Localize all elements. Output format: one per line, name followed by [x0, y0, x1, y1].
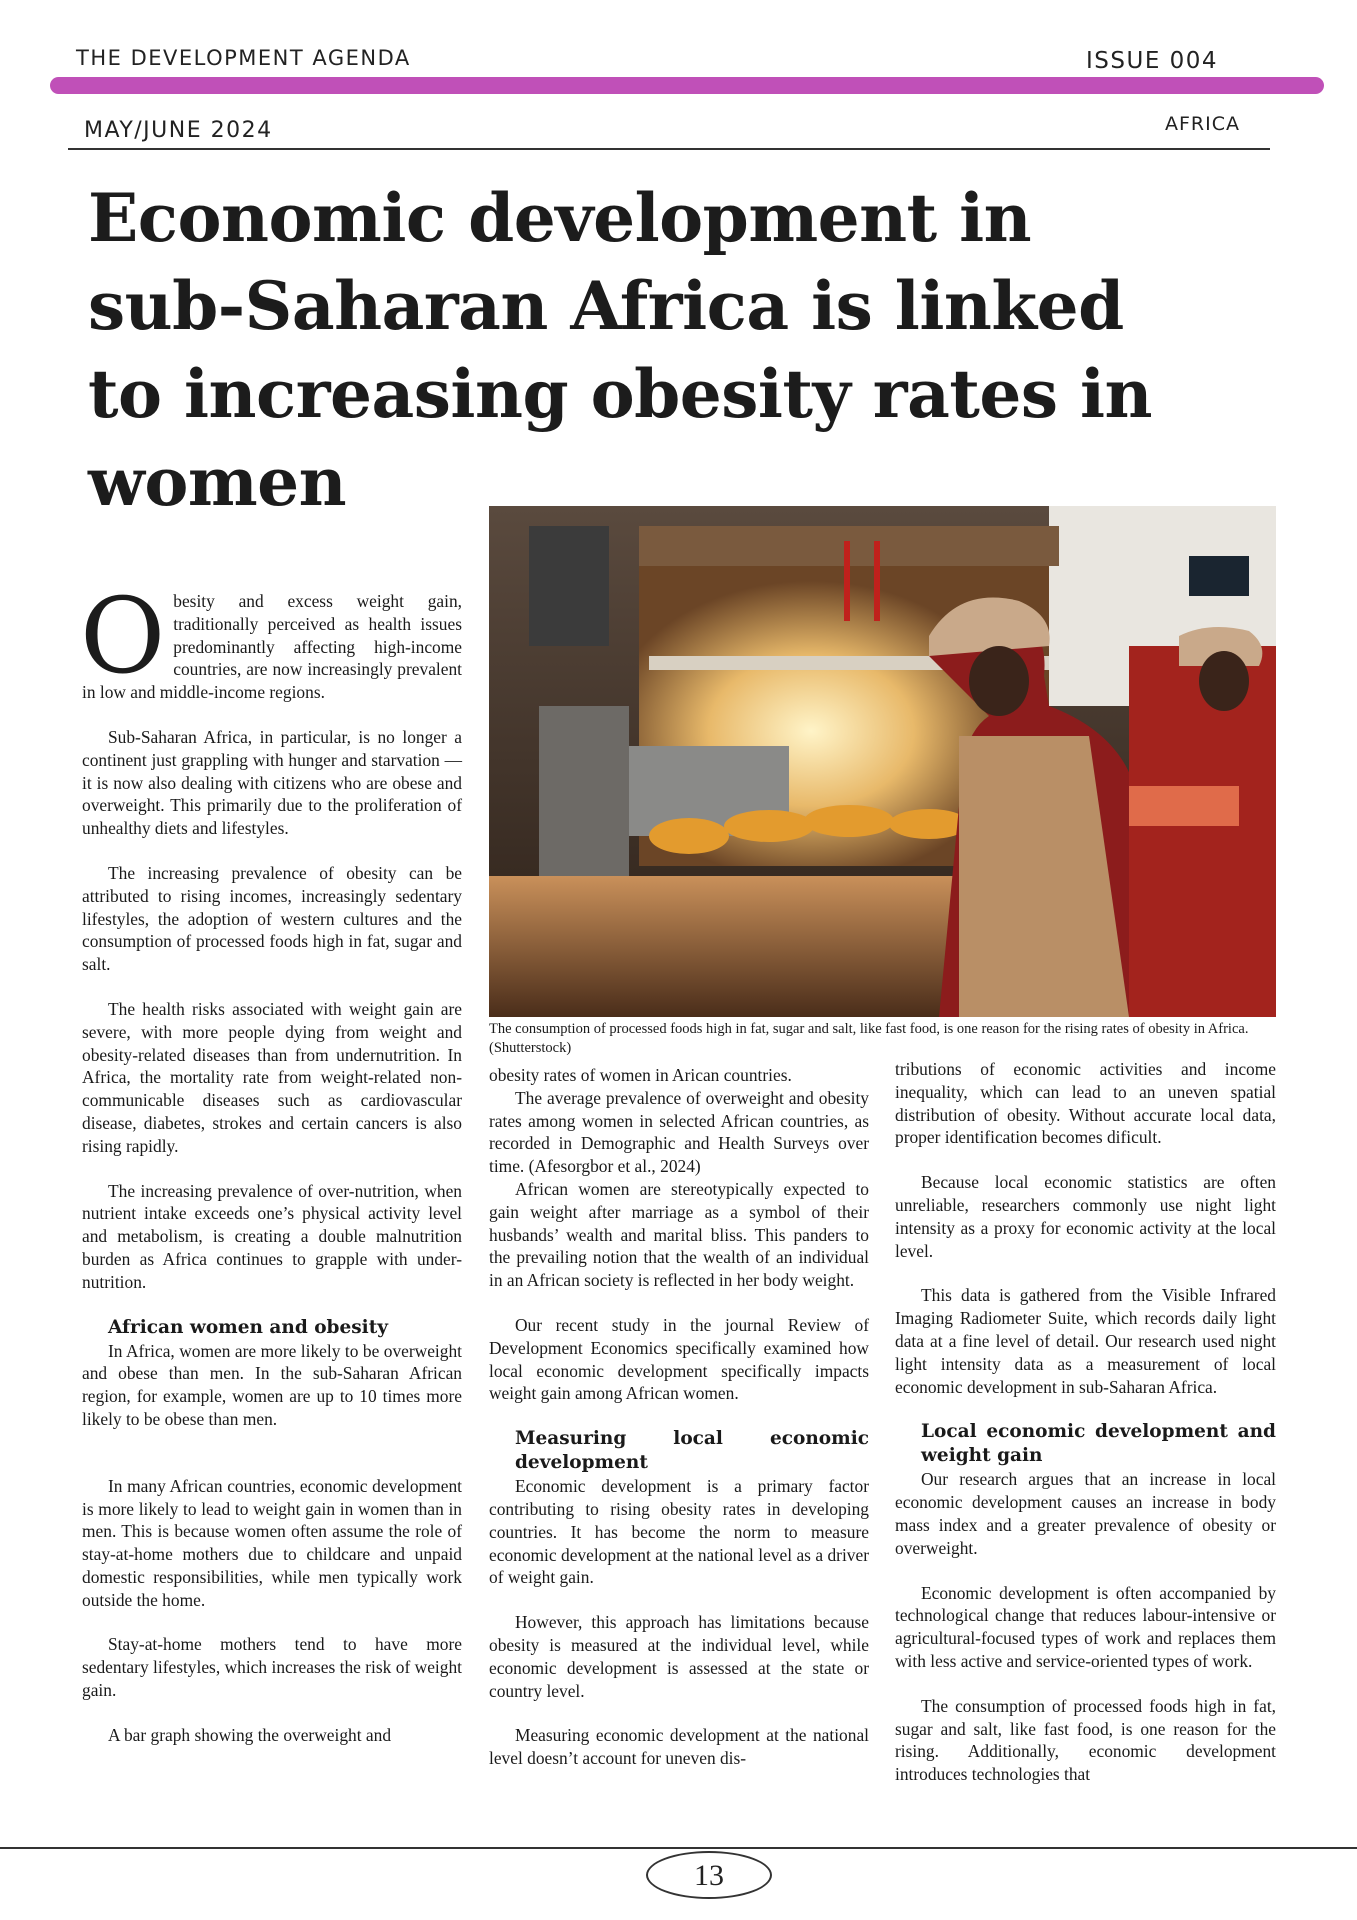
- body-paragraph: Sub-Saharan Africa, in particular, is no longer a continent just grappling with hunger and starvation — it is now also dealing with citizens who are obese and overweight. This primarily due to the proliferation of unhealthy diets and lifestyles.: [82, 726, 462, 839]
- header-divider: [68, 148, 1270, 150]
- section-region: AFRICA: [1165, 113, 1240, 135]
- article-column-3: [895, 1058, 1276, 1786]
- body-paragraph: obesity rates of women in Arican countries.: [489, 1065, 792, 1085]
- body-paragraph: The average prevalence of overweight and obesity rates among women in selected African countries, as recorded in Demographic and Health Surveys over time. (Afesorgbor et al., 2024): [489, 1087, 869, 1177]
- issue-number: ISSUE 004: [1086, 48, 1219, 74]
- drop-cap: O: [80, 575, 166, 697]
- lead-paragraph: [80, 575, 462, 704]
- article-headline: Economic development in sub-Saharan Africa is linked to increasing obesity rates in women: [88, 179, 1153, 521]
- subheading: African women and obesity: [108, 1316, 389, 1338]
- body-paragraph: Economic development is a primary factor contributing to rising obesity rates in developing countries. It has become the norm to measure economic development at the national level as a driver of weight gain.: [489, 1476, 869, 1588]
- subheading: Measuring local economic development: [515, 1428, 869, 1474]
- body-paragraph: This data is gathered from the Visible Infrared Imaging Radiometer Suite, which records daily light data at a fine level of detail. Our research used night light intensity data as a measurement of local economic development in sub-Saharan Africa.: [895, 1285, 1276, 1397]
- issue-date: MAY/JUNE 2024: [84, 118, 273, 143]
- body-paragraph: However, this approach has limitations because obesity is measured at the individual level, while economic development is assessed at the state or country level.: [489, 1612, 869, 1701]
- body-paragraph: In many African countries, economic development is more likely to lead to weight gain in women than in men. This is because women often assume the role of stay-at-home mothers due to childcare and unpaid domestic responsibilities, while men typically work outside the home.: [82, 1475, 462, 1610]
- body-paragraph: A bar graph showing the overweight and: [108, 1724, 392, 1745]
- footer-divider: [0, 1847, 1357, 1849]
- body-paragraph: tributions of economic activities and income inequality, which can lead to an uneven spatial distribution of obesity. Without accurate local data, proper identification becomes dificult.: [895, 1059, 1276, 1148]
- subheading: Local economic development and weight gain: [921, 1421, 1276, 1467]
- photo-caption: The consumption of processed foods high in fat, sugar and salt, like fast food, is one reason for the rising rates of obesity in Africa. (Shutterstock): [489, 1021, 1249, 1056]
- body-paragraph: Economic development is often accompanied by technological change that reduces labour-intensive or agricultural-focused types of work and replaces them with less active and service-oriented types of work.: [895, 1582, 1276, 1671]
- page-number-badge: [646, 1851, 772, 1899]
- body-paragraph: In Africa, women are more likely to be overweight and obese than men. In the sub-Saharan African region, for example, women are up to 10 times more likely to be obese than men.: [82, 1340, 462, 1429]
- body-paragraph: Our recent study in the journal Review of Development Economics specifically examined how local economic development specifically impacts weight gain among African women.: [489, 1314, 869, 1404]
- article-column-2: [489, 1064, 869, 1770]
- header-accent-bar: [50, 77, 1324, 94]
- body-paragraph: The health risks associated with weight gain are severe, with more people dying from weight and obesity-related diseases than from undernutrition. In Africa, the mortality rate from weight-related non-communicable diseases such as cardiovascular disease, diabetes, strokes and certain cancers is also rising rapidly.: [82, 998, 462, 1156]
- article-column-1: [80, 575, 462, 1747]
- body-paragraph: Our research argues that an increase in local economic development causes an increase in body mass index and a greater prevalence of obesity or overweight.: [895, 1469, 1276, 1558]
- body-paragraph: The increasing prevalence of obesity can be attributed to rising incomes, increasingly sedentary lifestyles, the adoption of western cultures and the consumption of processed foods high in fat, sugar and salt.: [82, 862, 462, 975]
- body-paragraph: African women are stereotypically expected to gain weight after marriage as a symbol of their husbands’ wealth and marital bliss. This panders to the prevailing notion that the wealth of an individual in an African society is reflected in her body weight.: [489, 1178, 869, 1291]
- body-paragraph: Because local economic statistics are often unreliable, researchers commonly use night light intensity as a proxy for economic activity at the local level.: [895, 1172, 1276, 1261]
- page-number: 13: [694, 1859, 724, 1892]
- body-paragraph: Stay-at-home mothers tend to have more sedentary lifestyles, which increases the risk of weight gain.: [82, 1634, 462, 1701]
- publication-name: THE DEVELOPMENT AGENDA: [76, 46, 411, 70]
- lead-text: besity and excess weight gain, traditionally perceived as health issues predominantly affecting high-income countries, are now increasingly prevalent in low and middle-income regions.: [82, 591, 462, 703]
- body-paragraph: The increasing prevalence of over-nutrition, when nutrient intake exceeds one’s physical activity level and metabolism, is creating a double malnutrition burden as Africa continues to grapple with under-nutrition.: [82, 1180, 462, 1292]
- body-paragraph: Measuring economic development at the national level doesn’t account for uneven dis-: [489, 1725, 869, 1769]
- kitchen-photo: [489, 506, 1276, 1017]
- body-paragraph: The consumption of processed foods high in fat, sugar and salt, like fast food, is one reason for the rising. Additionally, economic development introduces technologies that: [895, 1695, 1276, 1785]
